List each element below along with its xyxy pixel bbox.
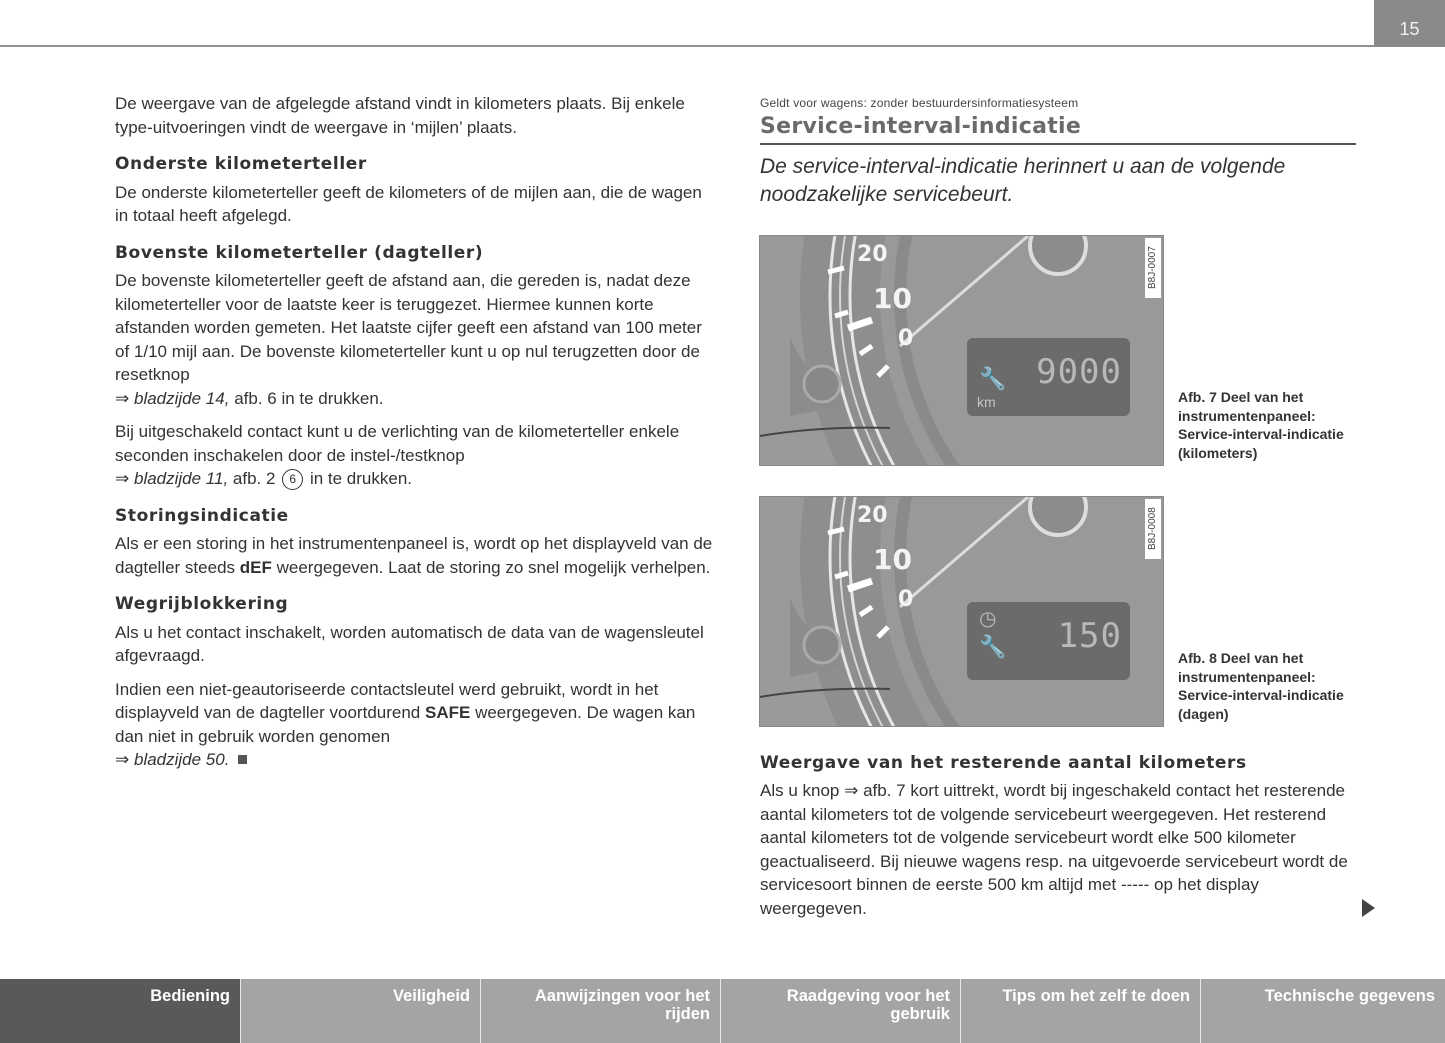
header-rule [0, 45, 1375, 47]
gauge-label-20: 20 [857, 503, 888, 528]
heading-storingsindicatie: Storingsindicatie [115, 505, 289, 526]
tab-aanwijzingen-rijden[interactable]: Aanwijzingen voor het rijden [480, 979, 720, 1043]
right-column [760, 92, 1360, 209]
section-intro: De service-interval-indicatie herinnert u aan de volgende noodzakelijke servicebeurt. [760, 155, 1286, 206]
tab-raadgeving-gebruik[interactable]: Raadgeving voor het gebruik [720, 979, 960, 1043]
section-title: Service-interval-indicatie [760, 114, 1356, 145]
lcd-display [967, 338, 1130, 416]
circled-number-icon: 6 [282, 469, 303, 490]
paragraph-bovenste-1: De bovenste kilometerteller geeft de afstand aan, die gereden is, nadat deze kilometerteller voor de laatste keer is teruggezet. Hiermee kunnen korte afstanden worden gemeten. Het laatste cijfer geeft een afstand van 100 meter of 1/10 mijl aan. De bovenste kilometerteller kunt u op nul terugzetten door de resetknop ⇒ bladzijde 14, afb. 6 in te drukken. [115, 271, 702, 408]
reset-knob-icon [804, 627, 840, 663]
arrow-ref-icon: ⇒ [115, 750, 130, 769]
heading-onderste-kilometerteller: Onderste kilometerteller [115, 154, 367, 174]
reset-knob-icon [804, 366, 840, 402]
clock-icon: ◷ [979, 608, 997, 630]
subsection-heading: Weergave van het resterende aantal kilometers [760, 753, 1247, 773]
figure-code: B8J-0008 [1145, 499, 1161, 559]
figure-caption-7: Afb. 7 Deel van het instrumentenpaneel: Service-interval-indicatie (kilometers) [1178, 389, 1344, 461]
page-number: 15 [1374, 0, 1445, 47]
page-reference-link[interactable]: bladzijde 14, [133, 388, 230, 408]
def-code: dEF [239, 557, 272, 577]
figure-service-interval-days [759, 496, 1164, 727]
gauge-label-10: 10 [873, 543, 912, 576]
figure-code: B8J-0007 [1145, 238, 1161, 298]
gauge-label-20: 20 [857, 242, 888, 267]
left-column [115, 92, 715, 782]
subsection-text: Als u knop ⇒ afb. 7 kort uittrekt, wordt bij ingeschakeld contact het resterende aantal kilometers tot de volgende servicebeurt weergegeven. Het resterend aantal kilometers tot de volgende servicebeurt wordt elke 500 kilometer geactualiseerd. Bij nieuwe wagens resp. na uitgevoerde servicebeurt wordt de servicesoort binnen de eerste 500 km altijd met ----- op het display weergegeven. [760, 781, 1348, 918]
applies-to-note: Geldt voor wagens: zonder bestuurdersinformatiesysteem [760, 96, 1079, 110]
display-unit: km [977, 394, 996, 410]
page-reference-link[interactable]: bladzijde 11, [133, 469, 229, 488]
continue-arrow-icon[interactable] [1362, 899, 1375, 917]
gauge-label-0: 0 [898, 587, 914, 612]
safe-code: SAFE [425, 703, 471, 722]
gauge-label-0: 0 [898, 326, 914, 351]
page-reference-link[interactable]: bladzijde 50. [133, 750, 230, 769]
paragraph-bovenste-2: Bij uitgeschakeld contact kunt u de verlichting van de kilometerteller enkele seconden inschakelen door de instel-/testknop ⇒ bladzijde 11, afb. 2 6 in te drukken. [115, 422, 680, 488]
gauge-label-10: 10 [873, 282, 912, 315]
chapter-tabs [0, 979, 1445, 1043]
paragraph-wegrijblokkering-1: Als u het contact inschakelt, worden automatisch de data van de wagensleutel afgevraagd. [115, 622, 704, 665]
heading-wegrijblokkering: Wegrijblokkering [115, 594, 289, 614]
paragraph-onderste: De onderste kilometerteller geeft de kilometers of de mijlen aan, die de wagen in totaal heeft afgelegd. [115, 182, 702, 225]
arrow-ref-icon: ⇒ [115, 469, 130, 488]
paragraph-storingsindicatie: Als er een storing in het instrumentenpaneel is, wordt op het displayveld van de dagteller steeds dEF weergegeven. Laat de storing zo snel mogelijk verhelpen. [115, 534, 713, 577]
figure-service-interval-km [759, 235, 1164, 466]
tab-tips-zelf-doen[interactable]: Tips om het zelf te doen [960, 979, 1200, 1043]
heading-bovenste-kilometerteller: Bovenste kilometerteller (dagteller) [115, 242, 484, 263]
intro-paragraph: De weergave van de afgelegde afstand vindt in kilometers plaats. Bij enkele type-uitvoeringen vindt de weergave in ‘mijlen’ plaats. [115, 94, 685, 137]
display-value: 9000 [1036, 352, 1122, 392]
end-of-section-icon [238, 755, 247, 764]
display-value: 150 [1057, 616, 1122, 656]
arrow-ref-icon: ⇒ [115, 388, 130, 408]
wrench-icon: 🔧 [979, 366, 1007, 391]
subsection-remaining-km [760, 753, 1360, 920]
wrench-icon: 🔧 [979, 634, 1007, 659]
tab-technische-gegevens[interactable]: Technische gegevens [1200, 979, 1445, 1043]
paragraph-wegrijblokkering-2: Indien een niet-geautoriseerde contactsleutel werd gebruikt, wordt in het displayveld van de dagteller voortdurend SAFE weergegeven. De wagen kan dan niet in gebruik worden genomen ⇒ bladzijde 50. [115, 679, 696, 769]
tab-bediening[interactable]: Bediening [0, 979, 240, 1043]
tab-veiligheid[interactable]: Veiligheid [240, 979, 480, 1043]
figure-caption-8: Afb. 8 Deel van het instrumentenpaneel: Service-interval-indicatie (dagen) [1178, 650, 1344, 722]
lcd-display [967, 602, 1130, 680]
